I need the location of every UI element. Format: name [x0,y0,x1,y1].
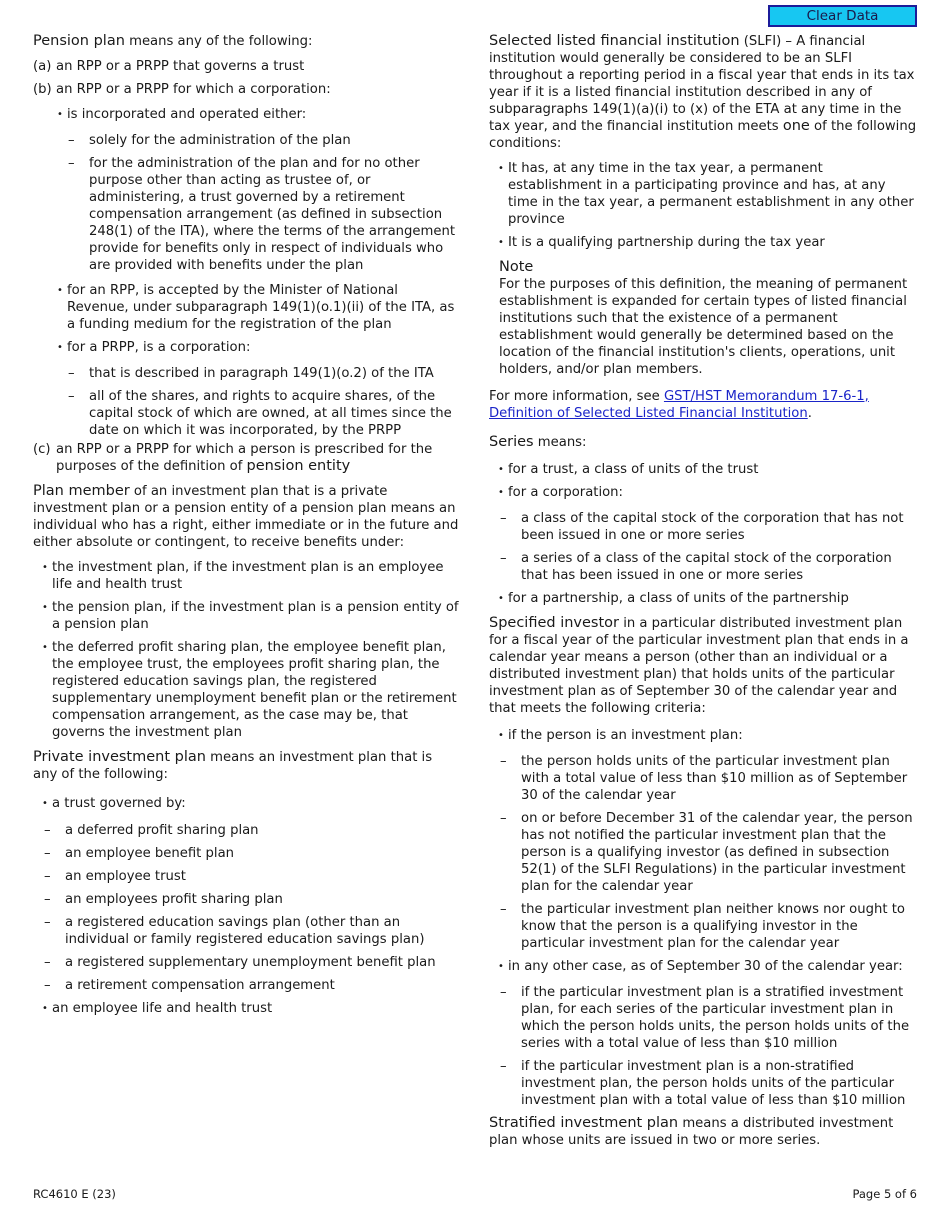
series-list-2 [498,590,917,607]
specified-list [498,727,917,744]
list-item: – a retirement compensation arrangement [33,977,459,994]
specified-sublist-1 [489,753,917,952]
note-title: Note [499,259,534,275]
slfi-definition: Selected listed financial institution (SLFI) – A financial institution would generally be considered to be an SLFI throughout a reporting period in a fiscal year that ends in its tax year if it is a listed financial institution described in any of subparagraphs 149(1)(a)(i) to (x) of the ETA at any time in the tax year, and the financial institution meets one of the following conditions: [489,33,917,151]
slfi-note [499,259,917,378]
page-number: Page 5 of 6 [852,1187,917,1201]
term-series: Series [489,434,534,450]
pension-plan-definition: Pension plan means any of the following: [33,33,313,49]
private-plan-list-2 [42,1000,459,1017]
specified-list-2 [498,958,917,975]
list-item: – if the particular investment plan is a non-stratified investment plan, the person holds units of the particular investment plan with a total value of less than $10 million [489,1058,917,1109]
list-item: – for the administration of the plan and for no other purpose other than acting as trustee of, or administering, a trust governed by a retirement compensation arrangement (as defined in subsection 248(1) of the ITA), where the terms of the arrangement provide for benefits only in respect of individuals who are provided with benefits under the plan [57,155,459,274]
private-plan-list [42,795,459,812]
slfi-conditions-list [498,160,917,251]
list-item: – an employees profit sharing plan [33,891,459,908]
list-item: • It is a qualifying partnership during the tax year [498,234,917,251]
pension-b-list [57,106,459,123]
series-definition: Series means: [489,434,587,450]
list-item: • for a PRPP, is a corporation: [57,339,459,356]
list-item: • for a trust, a class of units of the trust [498,461,917,478]
list-item: – a class of the capital stock of the corporation that has not been issued in one or more series [489,510,917,544]
list-item: • for a partnership, a class of units of the partnership [498,590,917,607]
note-text: For the purposes of this definition, the meaning of permanent establishment is expanded for certain types of listed financial institutions such that the existence of a permanent establishment would generally be determined based on the location of the financial institution's clients, operations, unit holders, and/or plan members. [499,277,908,377]
pension-b3-sublist [57,365,459,439]
pension-b-list-2 [57,282,459,356]
more-info: For more information, see GST/HST Memorandum 17-6-1, Definition of Selected Listed Financial Institution. [489,389,869,421]
form-code: RC4610 E (23) [33,1187,116,1201]
term-plan-member: Plan member [33,483,130,499]
list-item: – a deferred profit sharing plan [33,822,459,839]
list-item: – a series of a class of the capital stock of the corporation that has been issued in one or more series [489,550,917,584]
list-item: • is incorporated and operated either: [57,106,459,123]
list-item: – the person holds units of the particular investment plan with a total value of less than $10 million as of September 30 of the calendar year [489,753,917,804]
list-item: – a registered education savings plan (other than an individual or family registered education savings plan) [33,914,459,948]
list-item: • the deferred profit sharing plan, the employee benefit plan, the employee trust, the employees profit sharing plan, the registered education savings plan, the registered supplementary unemployment benefit plan or the retirement compensation arrangement, as the case may be, that governs the investment plan [42,639,459,741]
gst-hst-memorandum-link[interactable]: GST/HST Memorandum 17-6-1, Definition of Selected Listed Financial Institution [489,389,869,421]
plan-member-list [42,559,459,741]
list-item: • It has, at any time in the tax year, a permanent establishment in a participating province and has, at any time in the tax year, a permanent establishment in any other province [498,160,917,228]
term-specified-investor: Specified investor [489,615,619,631]
right-column [489,33,917,1157]
list-item: – a registered supplementary unemployment benefit plan [33,954,459,971]
term-slfi: Selected listed financial institution [489,33,740,49]
list-item: • if the person is an investment plan: [498,727,917,744]
plan-member-definition: Plan member of an investment plan that is a private investment plan or a pension entity of a pension plan means an individual who has a right, either immediate or in the future and either absolute or contingent, to receive benefits under: [33,483,459,550]
list-item: – solely for the administration of the plan [57,132,459,149]
term-private-investment-plan: Private investment plan [33,749,206,765]
list-item: – if the particular investment plan is a stratified investment plan, for each series of the particular investment plan in which the person holds units, the person holds units of the series with a total value of less than $10 million [489,984,917,1052]
stratified-investment-plan-definition: Stratified investment plan means a distributed investment plan whose units are issued in two or more series. [489,1115,894,1148]
list-item: • in any other case, as of September 30 of the calendar year: [498,958,917,975]
pension-item-c: (c) an RPP or a PRPP for which a person is prescribed for the purposes of the definition of pension entity [33,442,433,474]
list-item: • for a corporation: [498,484,917,501]
term-pension-entity: pension entity [246,458,351,474]
list-item: • the pension plan, if the investment plan is a pension entity of a pension plan [42,599,459,633]
pension-item-b: (b) an RPP or a PRPP for which a corporation: [33,82,331,97]
term-stratified-investment-plan: Stratified investment plan [489,1115,679,1131]
list-item: – on or before December 31 of the calendar year, the person has not notified the particular investment plan that the person is a qualifying investor (as defined in subsection 52(1) of the SLFI Regulations) in the particular investment plan for the calendar year [489,810,917,895]
list-item: • an employee life and health trust [42,1000,459,1017]
list-item: • the investment plan, if the investment plan is an employee life and health trust [42,559,459,593]
pension-item-a: (a) an RPP or a PRPP that governs a trust [33,59,305,74]
list-item: – that is described in paragraph 149(1)(o.2) of the ITA [57,365,459,382]
term-pension-plan: Pension plan [33,33,125,49]
private-investment-plan-definition: Private investment plan means an investment plan that is any of the following: [33,749,433,782]
list-item: – an employee trust [33,868,459,885]
list-item: • a trust governed by: [42,795,459,812]
specified-investor-definition: Specified investor in a particular distributed investment plan for a fiscal year of the particular investment plan that ends in a calendar year means a person (other than an individual or a distributed investment plan) that holds units of the particular investment plan as of September 30 of the calendar year and that meets the following criteria: [489,615,909,716]
clear-data-button[interactable]: Clear Data [768,5,917,27]
left-column [33,33,459,1023]
pension-b1-sublist [57,132,459,274]
list-item: • for an RPP, is accepted by the Minister of National Revenue, under subparagraph 149(1)(o.1)(ii) of the ITA, as a funding medium for the registration of the plan [57,282,459,333]
list-item: – an employee benefit plan [33,845,459,862]
list-item: – the particular investment plan neither knows nor ought to know that the person is a qualifying investor in the particular investment plan for the calendar year [489,901,917,952]
private-plan-sublist [33,822,459,994]
series-list [498,461,917,501]
specified-sublist-2 [489,984,917,1109]
series-sublist [489,510,917,584]
list-item: – all of the shares, and rights to acquire shares, of the capital stock of which are owned, at all times since the date on which it was incorporated, by the PRPP [57,388,459,439]
